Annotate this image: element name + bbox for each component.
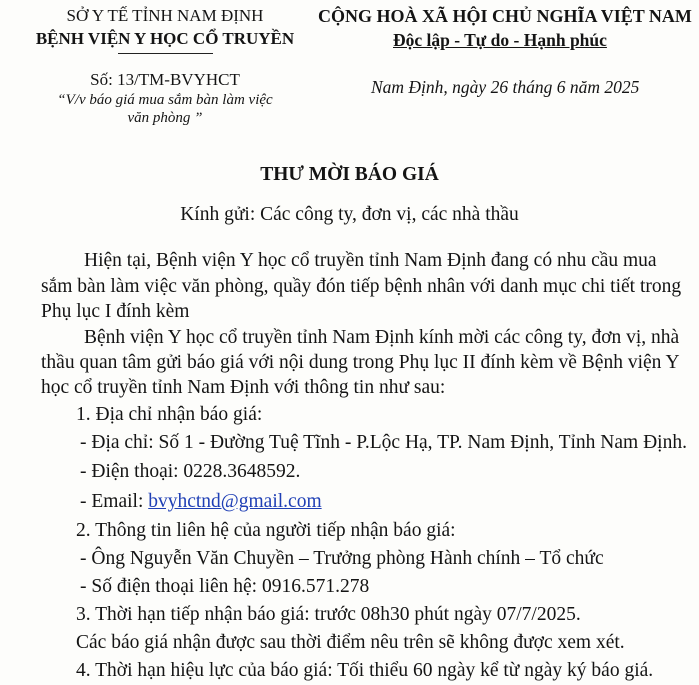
paragraph-1-line-2: sắm bàn làm việc văn phòng, quầy đón tiếp bệnh nhân với danh mục chi tiết trong xyxy=(41,276,682,297)
country-name: CỘNG HOÀ XÃ HỘI CHỦ NGHĨA VIỆT NAM xyxy=(318,6,692,26)
subject-line-1: “V/v báo giá mua sắm bàn làm việc xyxy=(57,92,273,108)
national-motto: Độc lập - Tự do - Hạnh phúc xyxy=(393,30,607,50)
section-3-heading: 3. Thời hạn tiếp nhận báo giá: trước 08h30 phút ngày 07/7/2025. xyxy=(76,604,581,625)
contact-phone-line: - Số điện thoại liên hệ: 0916.571.278 xyxy=(80,576,370,597)
paragraph-2-line-3: học cổ truyền tỉnh Nam Định với thông tin như sau: xyxy=(41,377,446,398)
document-number: Số: 13/TM-BVYHCT xyxy=(90,70,240,89)
email-line xyxy=(80,491,322,513)
section-3-note: Các báo giá nhận được sau thời điểm nêu trên sẽ không được xem xét. xyxy=(76,632,625,653)
document-title: THƯ MỜI BÁO GIÁ xyxy=(260,164,439,185)
paragraph-1-line-3: Phụ lục I đính kèm xyxy=(41,301,190,322)
paragraph-2-line-1: Bệnh viện Y học cổ truyền tỉnh Nam Định kính mời các công ty, đơn vị, nhà xyxy=(84,327,680,348)
email-label: - Email: xyxy=(80,491,149,512)
hospital-underline xyxy=(118,53,213,54)
paragraph-1-line-1: Hiện tại, Bệnh viện Y học cổ truyền tỉnh Nam Định đang có nhu cầu mua xyxy=(84,250,657,271)
contact-person-line: - Ông Nguyễn Văn Chuyền – Trưởng phòng Hành chính – Tổ chức xyxy=(80,548,604,569)
issue-date: Nam Định, ngày 26 tháng 6 năm 2025 xyxy=(371,77,640,97)
phone-line: - Điện thoại: 0228.3648592. xyxy=(80,461,301,482)
section-4-heading: 4. Thời hạn hiệu lực của báo giá: Tối thiểu 60 ngày kể từ ngày ký báo giá. xyxy=(76,660,654,681)
email-link[interactable]: bvyhctnd@gmail.com xyxy=(148,491,322,512)
hospital-name: BỆNH VIỆN Y HỌC CỔ TRUYỀN xyxy=(35,29,295,48)
section-2-heading: 2. Thông tin liên hệ của người tiếp nhận báo giá: xyxy=(76,520,456,541)
ministry-name: SỞ Y TẾ TỈNH NAM ĐỊNH xyxy=(66,6,264,25)
subject-line-2: văn phòng ” xyxy=(127,110,203,126)
address-line: - Địa chỉ: Số 1 - Đường Tuệ Tĩnh - P.Lộc Hạ, TP. Nam Định, Tỉnh Nam Định. xyxy=(80,432,687,453)
section-1-heading: 1. Địa chỉ nhận báo giá: xyxy=(76,404,263,425)
paragraph-2-line-2: thầu quan tâm gửi báo giá với nội dung trong Phụ lục II đính kèm về Bệnh viện Y xyxy=(41,352,680,373)
recipient-line: Kính gửi: Các công ty, đơn vị, các nhà thầu xyxy=(180,204,519,225)
